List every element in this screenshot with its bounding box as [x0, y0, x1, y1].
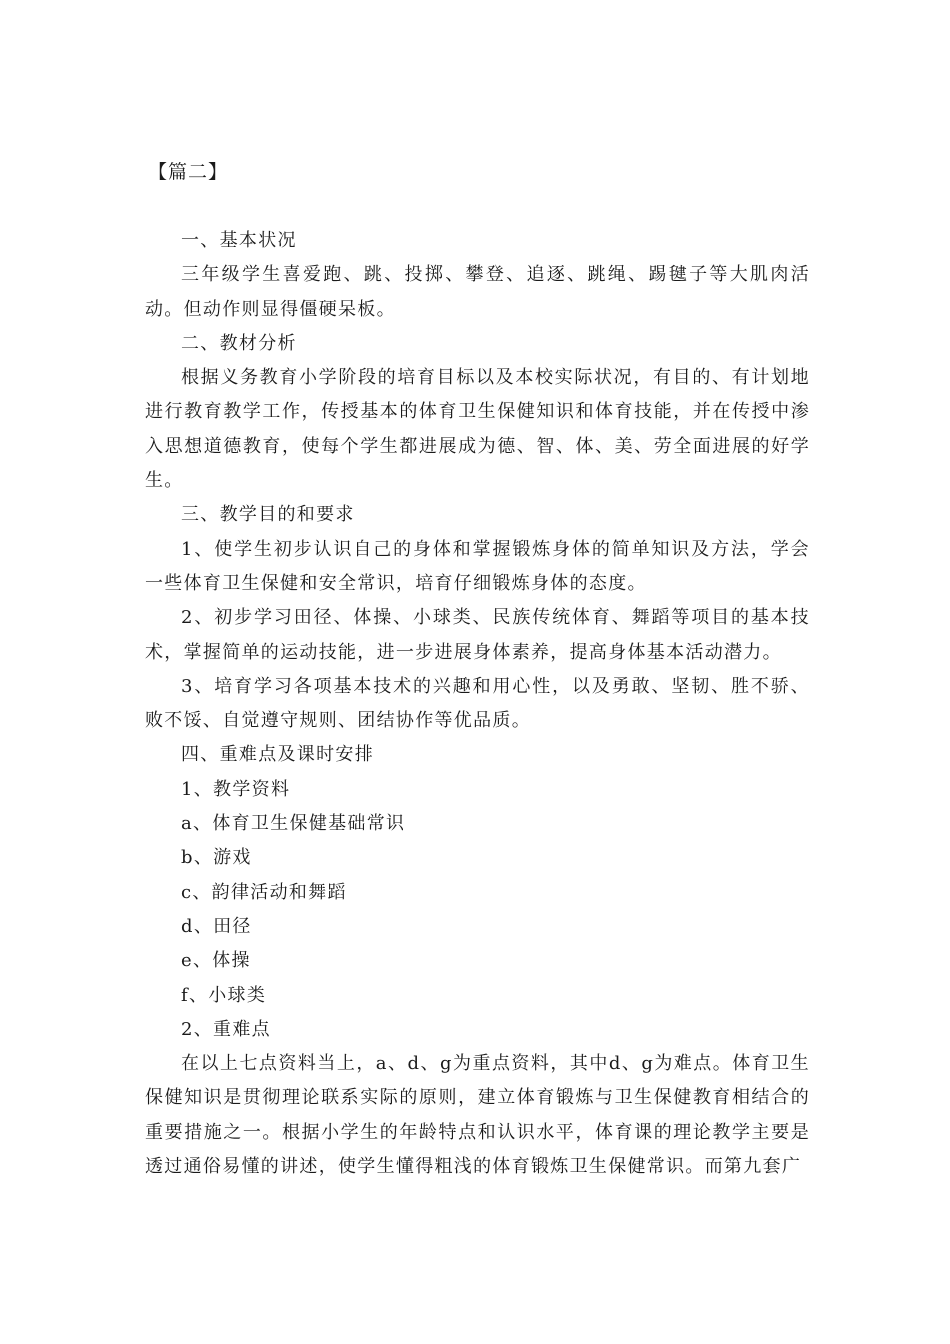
heading-textbook-analysis: 二、教材分析: [181, 332, 297, 354]
heading-teaching-goals: 三、教学目的和要求: [181, 504, 355, 526]
heading-basic-situation: 一、基本状况: [181, 230, 297, 251]
paragraph-goal-1: 1、使学生初步认识自己的身体和掌握锻炼身体的简单知识及方法，学会一些体育卫生保健和安全常识，培育仔细锻炼身体的态度。: [145, 538, 810, 594]
list-item: e、体操: [181, 950, 251, 972]
paragraph-difficulties: 在以上七点资料当上，a、d、g为重点资料，其中d、g为难点。体育卫生保健知识是贯彻理论联系实际的原则，建立体育锻炼与卫生保健教育相结合的重要措施之一。根据小学生的年龄特点和认识水平，体育课的理论教学主要是透过通俗易懂的讲述，使学生懂得粗浅的体育锻炼卫生保健常识。而第九套广: [145, 1053, 810, 1178]
list-item: a、体育卫生保健基础常识: [181, 813, 406, 835]
section-heading: 【篇二】: [148, 161, 229, 183]
paragraph-textbook-analysis: 根据义务教育小学阶段的培育目标以及本校实际状况，有目的、有计划地进行教育教学工作，传授基本的体育卫生保健知识和体育技能，并在传授中渗入思想道德教育，使每个学生都进展成为德、智、体、美、劳全面进展的好学生。: [145, 367, 810, 492]
paragraph-goal-2: 2、初步学习田径、体操、小球类、民族传统体育、舞蹈等项目的基本技术，掌握简单的运动技能，进一步进展身体素养，提高身体基本活动潜力。: [145, 607, 810, 663]
paragraph-goal-3: 3、培育学习各项基本技术的兴趣和用心性，以及勇敢、坚韧、胜不骄、败不馁、自觉遵守规则、团结协作等优品质。: [145, 675, 810, 732]
list-item: c、韵律活动和舞蹈: [181, 881, 347, 903]
paragraph-basic-situation: 三年级学生喜爱跑、跳、投掷、攀登、追逐、跳绳、踢毽子等大肌肉活动。但动作则显得僵硬呆板。: [145, 264, 810, 320]
document-body: [145, 224, 810, 1184]
list-item: d、田径: [181, 915, 252, 937]
heading-key-points: 四、重难点及课时安排: [181, 744, 374, 766]
list-item: b、游戏: [181, 847, 252, 869]
list-item-difficulties: 2、重难点: [181, 1018, 271, 1040]
list-item: f、小球类: [181, 984, 267, 1006]
list-item-teaching-materials: 1、教学资料: [181, 778, 291, 800]
